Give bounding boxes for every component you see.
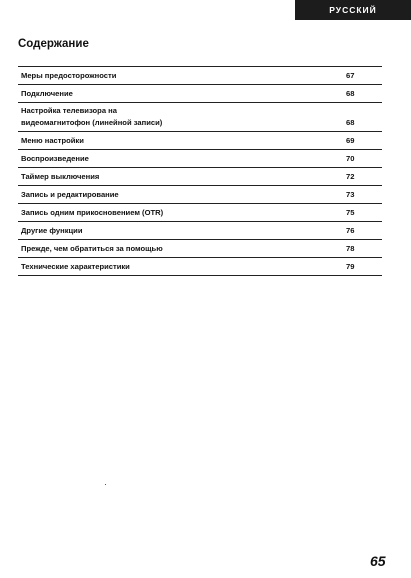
toc-entry-page: 70: [346, 154, 355, 163]
toc-entry-page: 73: [346, 190, 355, 199]
toc-entry-label: Меню настройки: [21, 136, 84, 145]
toc-row-recording-editing: [18, 186, 382, 204]
toc-entry-page: 68: [346, 89, 355, 98]
toc-entry-label: Меры предосторожности: [21, 71, 117, 80]
toc-entry-label: Запись одним прикосновением (OTR): [21, 208, 164, 217]
toc-entry-page: 69: [346, 136, 355, 145]
toc-row-specifications: [18, 258, 382, 276]
toc-row-troubleshooting: [18, 240, 382, 258]
toc-entry-label: Настройка телевизора на видеомагнитофон (линейной записи): [21, 106, 163, 127]
toc-row-tv-tuning: [18, 103, 382, 132]
page-number: 65: [370, 553, 386, 569]
toc-row-precautions: [18, 67, 382, 85]
toc-entry-page: 75: [346, 208, 355, 217]
toc-entry-page: 76: [346, 226, 355, 235]
toc-entry-label: Подключение: [21, 89, 73, 98]
toc-entry-label: Таймер выключения: [21, 172, 100, 181]
toc-entry-page: 78: [346, 244, 355, 253]
toc-row-settings-menu: [18, 132, 382, 150]
toc-entry-label: Запись и редактирование: [21, 190, 119, 199]
toc-row-other-functions: [18, 222, 382, 240]
table-of-contents: [18, 66, 382, 276]
toc-row-one-touch-recording: [18, 204, 382, 222]
toc-entry-page: 68: [346, 118, 355, 127]
toc-row-sleep-timer: [18, 168, 382, 186]
toc-entry-label: Технические характеристики: [21, 262, 130, 271]
toc-row-connection: [18, 85, 382, 103]
toc-entry-label: Воспроизведение: [21, 154, 89, 163]
toc-entry-label: Прежде, чем обратиться за помощью: [21, 244, 163, 253]
page-title: Содержание: [18, 38, 89, 50]
toc-entry-page: 79: [346, 262, 355, 271]
toc-entry-page: 72: [346, 172, 355, 181]
language-tab: РУССКИЙ: [295, 0, 411, 20]
scan-speck: [105, 484, 106, 485]
toc-row-playback: [18, 150, 382, 168]
toc-entry-label: Другие функции: [21, 226, 83, 235]
toc-entry-page: 67: [346, 71, 355, 80]
